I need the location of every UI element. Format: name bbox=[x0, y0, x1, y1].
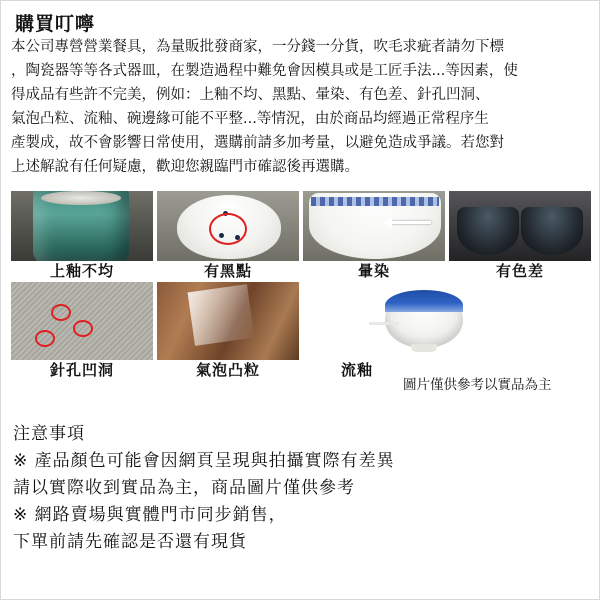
gallery-item bbox=[157, 191, 299, 280]
gallery-caption: 氣泡凸粒 bbox=[195, 361, 260, 379]
footer-line: ※ 產品顏色可能會因網頁呈現與拍攝實際有差異 bbox=[13, 451, 395, 471]
footer-line: 下單前請先確認是否還有現貨 bbox=[13, 532, 247, 552]
red-highlight-circle-icon bbox=[35, 330, 55, 347]
glaze-streak bbox=[188, 284, 255, 346]
notice-line: 產製成，故不會影響日常使用，選購前請多加考量，以避免造成爭議。若您對 bbox=[11, 135, 504, 151]
black-bowl-shape bbox=[457, 207, 519, 255]
gallery-row-2 bbox=[11, 282, 591, 379]
red-highlight-circle-icon bbox=[51, 304, 71, 321]
blue-white-bowl-glaze-run-photo bbox=[303, 282, 593, 360]
white-bowl-black-dots-photo bbox=[157, 191, 299, 261]
gallery-item bbox=[303, 191, 445, 280]
notice-line: ，陶瓷器等等各式器皿，在製造過程中難免會因模具或是工匠手法...等因素，使 bbox=[11, 63, 518, 79]
footer-line: 請以實際收到實品為主，商品圖片僅供參考 bbox=[13, 478, 355, 498]
blue-pattern-band bbox=[311, 197, 439, 206]
notice-paragraph bbox=[11, 35, 593, 179]
gallery-caption: 有黑點 bbox=[203, 262, 252, 280]
bowl-foot bbox=[411, 344, 437, 352]
arrow-icon bbox=[369, 322, 399, 325]
two-black-bowls-photo bbox=[449, 191, 591, 261]
gallery-item bbox=[11, 191, 153, 280]
arrow-icon bbox=[389, 221, 431, 224]
image-disclaimer: 圖片僅供參考以實品為主 bbox=[403, 377, 552, 393]
gallery-caption: 有色差 bbox=[495, 262, 544, 280]
defect-example-gallery bbox=[11, 191, 591, 379]
gallery-item bbox=[157, 282, 299, 379]
blue-rim-bowl-blur-photo bbox=[303, 191, 445, 261]
red-highlight-circle-icon bbox=[209, 213, 247, 245]
gallery-row-1 bbox=[11, 191, 591, 280]
grey-surface-pinholes-photo bbox=[11, 282, 153, 360]
footer-title: 注意事項 bbox=[13, 424, 85, 444]
red-highlight-circle-icon bbox=[73, 320, 93, 337]
gallery-item bbox=[303, 282, 593, 379]
footer-notes bbox=[13, 421, 589, 556]
page-title: 購買叮嚀 bbox=[15, 13, 96, 35]
notice-line: 氣泡凸粒、流釉、碗邊緣可能不平整...等情況，由於商品均經過正常程序生 bbox=[11, 111, 489, 127]
notice-line: 得成品有些許不完美，例如：上釉不均、黑點、暈染、有色差、針孔凹洞、 bbox=[11, 87, 490, 103]
gallery-caption: 暈染 bbox=[357, 262, 390, 280]
gallery-caption: 針孔凹洞 bbox=[49, 361, 114, 379]
brown-glaze-bubbles-photo bbox=[157, 282, 299, 360]
gallery-item bbox=[11, 282, 153, 379]
notice-line: 上述解說有任何疑慮，歡迎您親臨門市確認後再選購。 bbox=[11, 159, 359, 175]
notice-line: 本公司專營營業餐具，為量販批發商家，一分錢一分貨，吹毛求疵者請勿下標 bbox=[11, 39, 504, 55]
gallery-caption: 上釉不均 bbox=[49, 262, 114, 280]
teal-cup-shape bbox=[33, 191, 129, 261]
gallery-item bbox=[449, 191, 591, 280]
footer-line: ※ 網路賣場與實體門市同步銷售， bbox=[13, 505, 287, 525]
teal-glazed-cup-photo bbox=[11, 191, 153, 261]
gallery-caption: 流釉 bbox=[341, 361, 374, 379]
black-bowl-shape bbox=[521, 207, 583, 255]
